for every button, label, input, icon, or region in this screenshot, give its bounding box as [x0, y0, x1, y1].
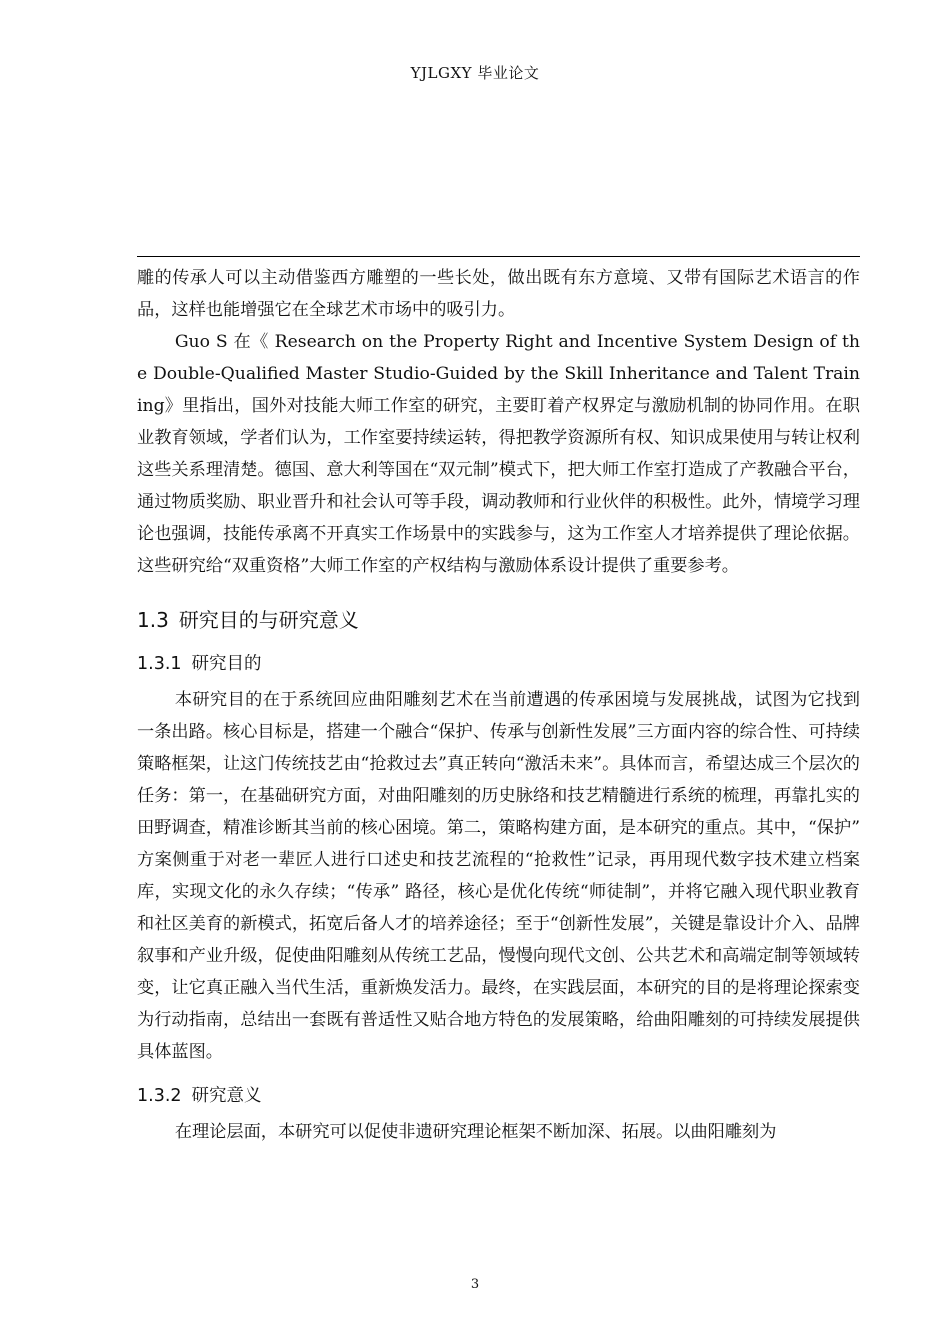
subsection-title: 研究目的	[191, 654, 262, 674]
section-title: 研究目的与研究意义	[178, 608, 359, 632]
paragraph-research-purpose: 本研究目的在于系统回应曲阳雕刻艺术在当前遭遇的传承困境与发展挑战，试图为它找到一条出路。核心目标是，搭建一个融合“保护、传承与创新性发展”三方面内容的综合性、可持续策略框架，让这门传统技艺由“抢救过去”真正转向“激活未来”。具体而言，希望达成三个层次的任务：第一，在基础研究方面，对曲阳雕刻的历史脉络和技艺精髓进行系统的梳理，再靠扎实的田野调查，精准诊断其当前的核心困境。第二，策略构建方面，是本研究的重点。其中，“保护” 方案侧重于对老一辈匠人进行口述史和技艺流程的“抢救性”记录，再用现代数字技术建立档案库，实现文化的永久存续；“传承” 路径，核心是优化传统“师徒制”，并将它融入现代职业教育和社区美育的新模式，拓宽后备人才的培养途径；至于“创新性发展”，关键是靠设计介入、品牌叙事和产业升级，促使曲阳雕刻从传统工艺品，慢慢向现代文创、公共艺术和高端定制等领域转变，让它真正融入当代生活，重新焕发活力。最终，在实践层面，本研究的目的是将理论探索变为行动指南，总结出一套既有普适性又贴合地方特色的发展策略，给曲阳雕刻的可持续发展提供具体蓝图。	[137, 690, 860, 1062]
subsection-number: 1.3.2	[137, 1086, 182, 1106]
subsection-heading-1-3-2	[137, 1080, 860, 1112]
paragraph-research-significance: 在理论层面，本研究可以促使非遗研究理论框架不断加深、拓展。以曲阳雕刻为	[174, 1122, 777, 1142]
subsection-heading-1-3-1	[137, 648, 860, 680]
section-heading-1-3	[137, 604, 860, 636]
paragraph-continuation: 雕的传承人可以主动借鉴西方雕塑的一些长处，做出既有东方意境、又带有国际艺术语言的作品，这样也能增强它在全球艺术市场中的吸引力。	[137, 268, 860, 320]
subsection-title: 研究意义	[191, 1086, 262, 1106]
page-header: YJLGXY 毕业论文	[410, 64, 540, 82]
subsection-number: 1.3.1	[137, 654, 182, 674]
section-number: 1.3	[137, 608, 169, 632]
paragraph-literature-review: Guo S 在《 Research on the Property Right and Incentive System Design of the Double-Qualified Master Studio-Guided by the Skill Inheritance and Talent Training》里指出，国外对技能大师工作室的研究，主要盯着产权界定与激励机制的协同作用。在职业教育领域，学者们认为，工作室要持续运转，得把教学资源所有权、知识成果使用与转让权利这些关系理清楚。德国、意大利等国在“双元制”模式下，把大师工作室打造成了产教融合平台，通过物质奖励、职业晋升和社会认可等手段，调动教师和行业伙伴的积极性。此外，情境学习理论也强调，技能传承离不开真实工作场景中的实践参与，这为工作室人才培养提供了理论依据。这些研究给“双重资格”大师工作室的产权结构与激励体系设计提供了重要参考。	[137, 332, 860, 576]
page-number: 3	[470, 1277, 480, 1292]
header-divider	[137, 256, 860, 257]
page-body	[137, 262, 860, 1148]
